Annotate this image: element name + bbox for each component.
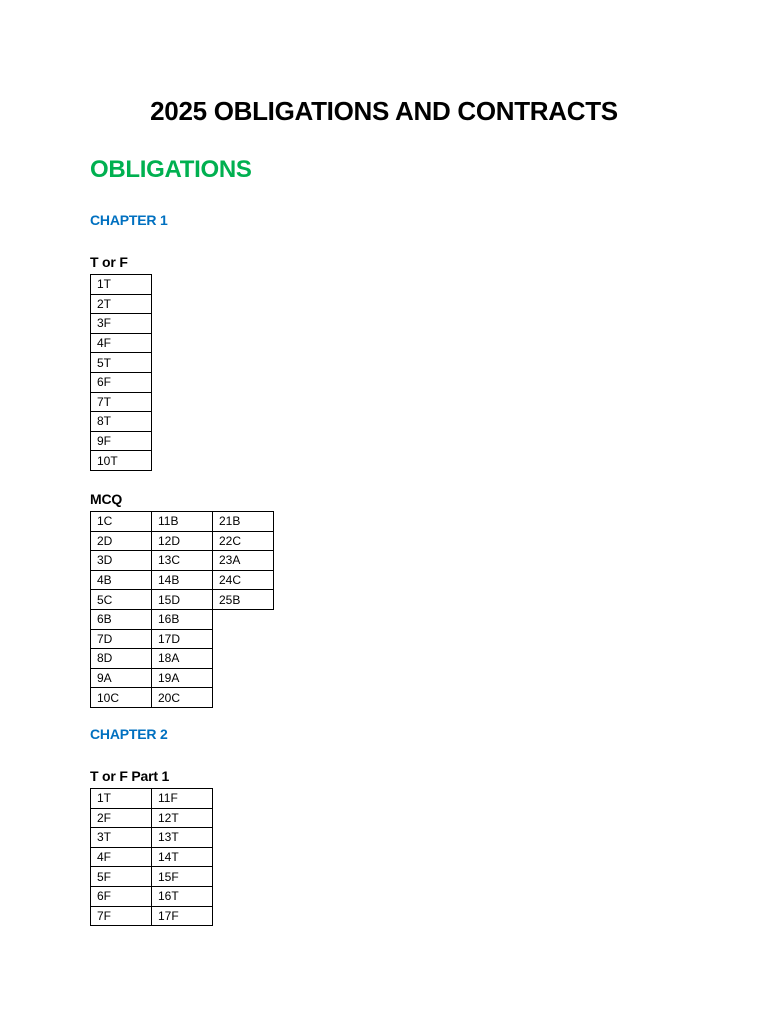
answer-cell [213,688,274,708]
table-row [91,847,213,867]
table-row [91,668,274,688]
answer-cell: 22C [213,531,274,551]
table-row [91,808,213,828]
table-row [91,609,274,629]
answer-cell [213,629,274,649]
document-title: 2025 OBLIGATIONS AND CONTRACTS [150,96,618,126]
answer-cell: 9A [91,668,152,688]
table-row [91,372,152,392]
table-row [91,353,152,373]
answer-cell: 7T [91,392,152,412]
table-row [91,531,274,551]
answer-cell: 1C [91,512,152,532]
answer-cell: 6B [91,609,152,629]
answer-cell: 13C [152,551,213,571]
answer-cell: 2T [91,294,152,314]
table-row [91,590,274,610]
answer-cell: 1T [91,789,152,809]
answer-cell: 16T [152,886,213,906]
table-row [91,688,274,708]
answer-cell: 19A [152,668,213,688]
answer-cell: 4F [91,847,152,867]
answer-cell: 16B [152,609,213,629]
answer-cell: 6F [91,372,152,392]
answer-cell: 6F [91,886,152,906]
chapter-2-torf-part1-table [90,788,213,926]
section-heading-obligations: OBLIGATIONS [90,156,252,183]
answer-cell: 8D [91,649,152,669]
table-row [91,789,213,809]
chapter-2-torf-part1-label: T or F Part 1 [90,768,170,784]
answer-cell: 25B [213,590,274,610]
answer-cell: 12T [152,808,213,828]
chapter-1-mcq-table [90,511,274,708]
answer-cell: 7F [91,906,152,926]
answer-cell [213,649,274,669]
table-row [91,570,274,590]
table-row [91,392,152,412]
chapter-1-heading: CHAPTER 1 [90,212,168,228]
chapter-1-torf-label: T or F [90,254,128,270]
answer-cell: 3F [91,314,152,334]
answer-cell: 5C [91,590,152,610]
answer-cell: 23A [213,551,274,571]
table-row [91,333,152,353]
table-row [91,828,213,848]
answer-cell: 5F [91,867,152,887]
answer-cell: 18A [152,649,213,669]
table-row [91,314,152,334]
answer-cell: 17D [152,629,213,649]
table-row [91,294,152,314]
answer-cell: 8T [91,412,152,432]
table-row [91,275,152,295]
answer-cell [213,668,274,688]
table-row [91,867,213,887]
table-row [91,649,274,669]
answer-cell: 1T [91,275,152,295]
answer-cell: 2D [91,531,152,551]
answer-cell: 10T [91,451,152,471]
chapter-1-mcq-label: MCQ [90,491,123,507]
answer-cell: 20C [152,688,213,708]
chapter-1-torf-table [90,274,152,471]
answer-cell: 7D [91,629,152,649]
table-row [91,512,274,532]
answer-cell: 11F [152,789,213,809]
answer-cell: 13T [152,828,213,848]
answer-cell: 14T [152,847,213,867]
answer-cell: 11B [152,512,213,532]
answer-cell: 4B [91,570,152,590]
table-row [91,551,274,571]
answer-cell: 9F [91,431,152,451]
answer-cell: 2F [91,808,152,828]
answer-cell: 3T [91,828,152,848]
answer-cell: 21B [213,512,274,532]
answer-cell: 17F [152,906,213,926]
table-row [91,451,152,471]
table-row [91,886,213,906]
chapter-2-heading: CHAPTER 2 [90,726,168,742]
answer-cell: 3D [91,551,152,571]
table-row [91,629,274,649]
table-row [91,431,152,451]
answer-cell: 5T [91,353,152,373]
table-row [91,906,213,926]
answer-cell: 12D [152,531,213,551]
answer-cell: 24C [213,570,274,590]
answer-cell [213,609,274,629]
table-row [91,412,152,432]
answer-cell: 15F [152,867,213,887]
answer-cell: 4F [91,333,152,353]
answer-cell: 14B [152,570,213,590]
answer-cell: 15D [152,590,213,610]
answer-cell: 10C [91,688,152,708]
